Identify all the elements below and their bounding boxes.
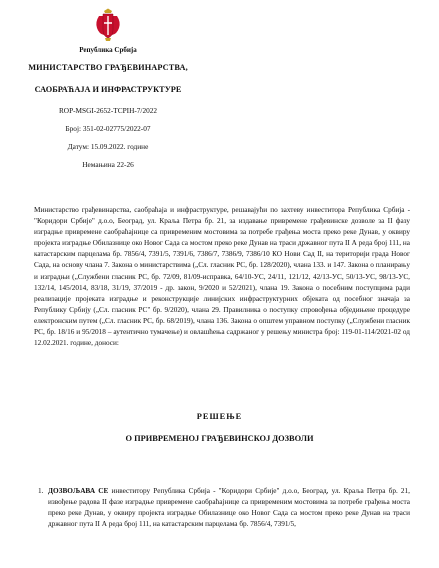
item-number: 1. [38, 487, 44, 495]
ministry-name-line1: МИНИСТАРСТВО ГРАЂЕВИНАРСТВА, [28, 63, 188, 72]
serbian-coat-of-arms-icon [95, 8, 121, 42]
decision-subtitle: О ПРИВРЕМЕНОЈ ГРАЂЕВИНСКОЈ ДОЗВОЛИ [125, 434, 314, 443]
ministry-address: Немањина 22-26 [82, 160, 134, 169]
ministry-name-line2: САОБРАЋАЈА И ИНФРАСТРУКТУРЕ [34, 85, 182, 94]
item-lead: ДОЗВОЉАВА СЕ [48, 487, 109, 495]
republic-name: Република Србија [79, 46, 137, 54]
decision-title: РЕШЕЊЕ [196, 412, 243, 421]
rop-number: ROP-MSGI-2652-TCPIH-7/2022 [58, 106, 158, 115]
decision-item-1 [38, 486, 410, 530]
document-header [28, 8, 188, 169]
document-date: Датум: 15.09.2022. године [67, 142, 149, 151]
preamble-paragraph: Министарство грађевинарства, саобраћаја и инфраструктуре, решавајући по захтеву инвеститора Република Србија - "Коридори Србије" д.о.о, Београд, ул. Краља Петра бр. 21, за издавање привремене грађевинске дозволе за II фазу изградње привремене саобраћајнице са привременим мостовима за потребе грађења моста преко реке Дунав, у оквиру пројекта изградње Обилазнице око Новог Сада са мостом преко реке Дунав на траси државног пута II А реда број 111, на катастарским парцелама бр. 7856/4, 7391/5, 7391/6, 7386/7, 7386/9, 7386/10 КО Нови Сад II, на територији града Новог Сада, на основу члана 7. Закона о министарствима („Сл. гласник РС, бр. 128/2020), члана 133. и 147. Закона о планирању и изградњи („Службени гласник РС, бр. 72/09, 81/09-исправка, 64/10-УС, 24/11, 121/12, 42/13-УС, 50/13-УС, 98/13-УС, 132/14, 145/2014, 83/18, 31/19, 37/2019 - др. закон, 9/2020 и 52/2021), члана 19. Закона о посебним поступцима ради реализације пројеката изградње и реконструкције линијских инфраструктурних објеката од посебног значаја за Републику Србију („Сл. гласник РС" бр. 9/2020), члана 29. Правилника о поступку спровођења обједињене процедуре електронским путем („Сл. гласник РС, бр. 68/2019), члана 136. Закона о општем управном поступку („Службени гласник РС, бр. 18/16 и 95/2018 – аутентично тумачење) и овлашћења садржаног у решењу министра број: 119-01-114/2021-02 од 12.02.2021. године, доноси: [34, 206, 410, 348]
file-number: Број: 351-02-02775/2022-07 [65, 124, 151, 133]
item-text: инвеститору Република Србија - "Коридори Србије" д.о.о, Београд, ул. Краља Петра бр. 21, извођење радова II фазе изградње привремене саобраћајнице са привременим мостовима за потребе грађења моста преко реке Дунав, у оквиру пројекта изградње Обилазнице око Новог Сада са мостом преко реке Дунав на траси државног пута II А реда број 111, на катастарским парцелама бр. 7856/4, 7391/5, [48, 487, 410, 529]
